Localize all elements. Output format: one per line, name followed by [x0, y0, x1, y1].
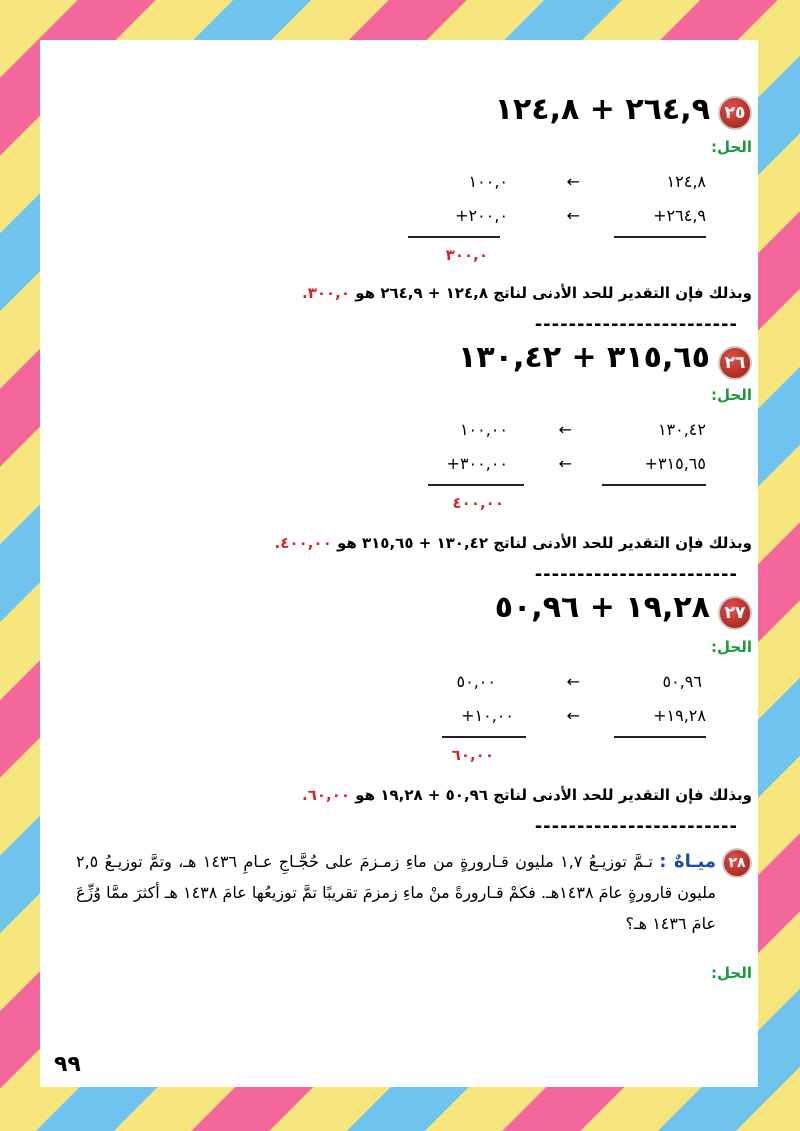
conclusion-sentence: وبذلك فإن التقدير للحد الأدنى لناتج ١٣٠,٤٢ + ٣١٥,٦٥ هو [336, 534, 752, 552]
original-value: ٥٠,٩٦ [662, 672, 702, 691]
sum-line [602, 484, 706, 486]
conclusion-text [275, 534, 752, 552]
arrow-icon: ← [566, 172, 580, 191]
exercise-number: ٢٧ [724, 603, 746, 623]
sum-line [614, 736, 706, 738]
rounded-value: ١٠٠,٠٠ [459, 420, 508, 439]
original-value: ١٩,٢٨+ [653, 706, 706, 725]
question-number-badge [722, 848, 752, 878]
original-value: ١٢٤,٨ [666, 172, 706, 191]
arrow-icon: ← [566, 706, 580, 725]
question-number: ٢٨ [728, 855, 746, 871]
arrow-icon: ← [566, 672, 580, 691]
question-title: ميـاهٌ : [659, 851, 717, 872]
estimate-result: ٤٠٠,٠٠ [452, 494, 504, 512]
sum-line [408, 236, 500, 238]
rounded-value: ٣٠٠,٠٠+ [446, 454, 508, 473]
rounded-value: ١٠٠,٠ [468, 172, 508, 191]
conclusion-text [302, 284, 752, 302]
arrow-icon: ← [566, 206, 580, 225]
exercise-expression: ١٩,٢٨ + ٥٠,٩٦ [494, 590, 710, 625]
exercise-number-badge [718, 346, 752, 380]
conclusion-sentence: وبذلك فإن التقدير للحد الأدنى لناتج ١٢٤,٨ + ٢٦٤,٩ هو [355, 284, 752, 302]
rounded-value: ٥٠,٠٠ [456, 672, 496, 691]
conclusion-text [302, 786, 752, 804]
original-value: ٢٦٤,٩+ [653, 206, 706, 225]
estimate-result: ٦٠,٠٠ [451, 746, 494, 764]
conclusion-value: ٣٠٠,٠. [302, 284, 351, 302]
exercise-expression: ٣١٥,٦٥ + ١٣٠,٤٢ [458, 340, 710, 375]
solution-label: الحل: [711, 964, 752, 982]
page-number: ٩٩ [54, 1052, 81, 1077]
exercise-number-badge [718, 96, 752, 130]
separator-dashes: ------------------------ [534, 816, 738, 837]
solution-label: الحل: [711, 386, 752, 404]
original-value: ١٣٠,٤٢ [657, 420, 706, 439]
conclusion-sentence: وبذلك فإن التقدير للحد الأدنى لناتج ٥٠,٩٦ + ١٩,٢٨ هو [355, 786, 752, 804]
arrow-icon: ← [558, 454, 572, 473]
solution-label: الحل: [711, 138, 752, 156]
conclusion-value: ٤٠٠,٠٠. [274, 534, 332, 552]
original-value: ٣١٥,٦٥+ [644, 454, 706, 473]
question-text: تـمَّ توزيـعُ ١,٧ مليون قـارورةٍ من ماءِ زمـزمَ على حُجَّـاجِ عـامِ ١٤٣٦ هـ، وتمَّ توزيـعُ ٢,٥ مليون قارورةٍ عامَ ١٤٣٨هـ. فكمْ قـارورةً منْ ماءِ زمزمَ تقريبًا تمَّ توزيعُها عامَ ١٤٣٨ هـ أكثرَ ممَّا وُزِّعَ عامَ ١٤٣٦ هـ؟ [76, 852, 716, 933]
arrow-icon: ← [558, 420, 572, 439]
sum-line [442, 736, 526, 738]
separator-dashes: ------------------------ [534, 564, 738, 585]
rounded-value: ٢٠٠,٠+ [455, 206, 508, 225]
separator-dashes: ------------------------ [534, 314, 738, 335]
rounded-value: ١٠,٠٠+ [461, 706, 514, 725]
exercise-number: ٢٥ [724, 103, 746, 123]
estimate-result: ٣٠٠,٠ [445, 246, 488, 264]
conclusion-value: ٦٠,٠٠. [302, 786, 351, 804]
exercise-number: ٢٦ [724, 353, 746, 373]
exercise-expression: ٢٦٤,٩ + ١٢٤,٨ [494, 92, 710, 127]
sum-line [614, 236, 706, 238]
question-paragraph [76, 846, 716, 939]
solution-label: الحل: [711, 638, 752, 656]
sum-line [428, 484, 524, 486]
exercise-number-badge [718, 596, 752, 630]
page-sheet [40, 40, 758, 1087]
